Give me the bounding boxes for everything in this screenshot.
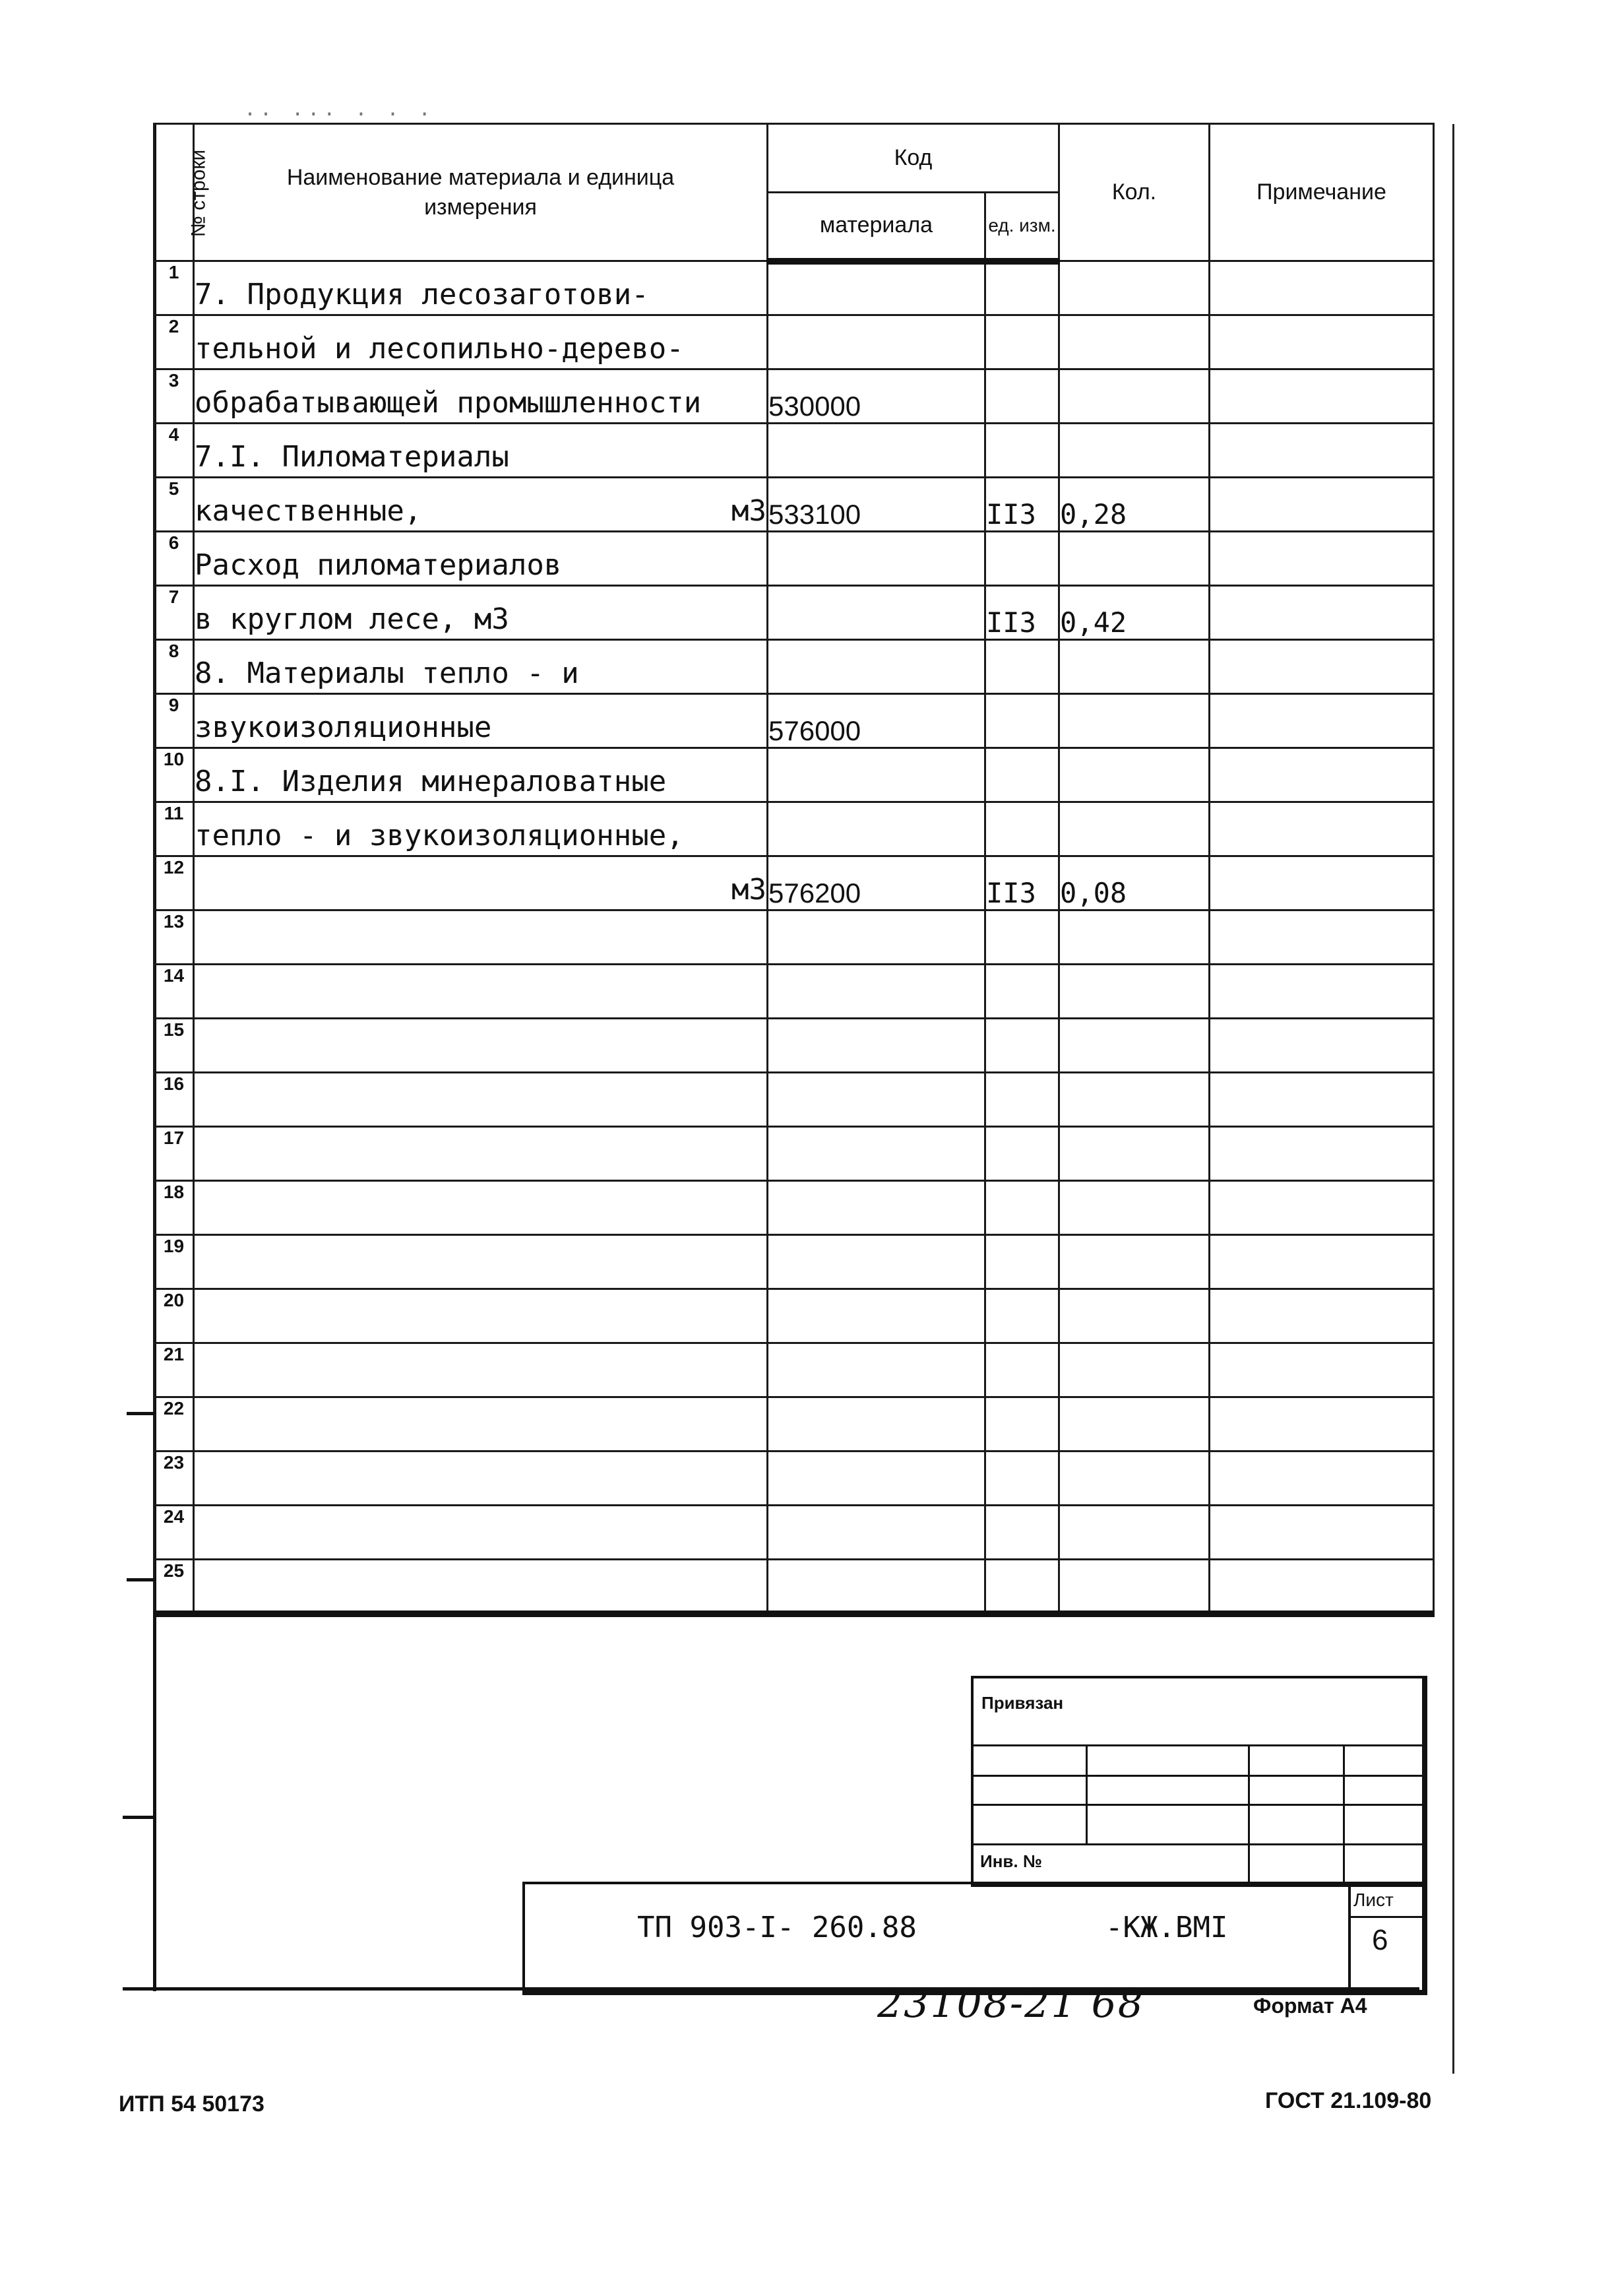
row-number: 14 xyxy=(154,965,194,1019)
note-cell xyxy=(1210,261,1434,315)
stamp-divider xyxy=(974,1804,1422,1806)
material-name-cell xyxy=(194,1560,768,1614)
material-name-cell xyxy=(194,369,768,424)
code-header: Код xyxy=(768,124,1059,193)
note-cell xyxy=(1210,478,1434,532)
unit-code xyxy=(985,532,1059,586)
row-number: 5 xyxy=(154,478,194,532)
material-name-cell xyxy=(194,586,768,640)
row-number: 23 xyxy=(154,1451,194,1506)
note-cell xyxy=(1210,802,1434,856)
row-number: 6 xyxy=(154,532,194,586)
material-code xyxy=(768,965,985,1019)
row-number: 17 xyxy=(154,1127,194,1181)
table-row xyxy=(154,586,1434,640)
note-header: Примечание xyxy=(1210,124,1434,261)
material-name: качественные, xyxy=(195,494,422,528)
unit-code xyxy=(985,424,1059,478)
unit-code xyxy=(985,315,1059,369)
quantity-value: 0,42 xyxy=(1059,586,1210,640)
table-row xyxy=(154,1073,1434,1127)
material-name-cell xyxy=(194,1181,768,1235)
material-name: 7. Продукция лесозаготови- xyxy=(195,278,649,311)
unit-code xyxy=(985,1506,1059,1560)
quantity-value xyxy=(1059,1181,1210,1235)
material-code xyxy=(768,532,985,586)
table-row xyxy=(154,1343,1434,1397)
row-number: 16 xyxy=(154,1073,194,1127)
unit-code xyxy=(985,965,1059,1019)
row-number: 4 xyxy=(154,424,194,478)
table-row xyxy=(154,532,1434,586)
quantity-value xyxy=(1059,1073,1210,1127)
frame-right-border xyxy=(1452,124,1454,2074)
note-cell xyxy=(1210,694,1434,748)
quantity-value xyxy=(1059,1560,1210,1614)
binding-stamp xyxy=(971,1676,1427,1887)
material-code xyxy=(768,1506,985,1560)
material-code xyxy=(768,261,985,315)
row-number: 2 xyxy=(154,315,194,369)
table-row xyxy=(154,1506,1434,1560)
material-code: 576000 xyxy=(768,694,985,748)
unit-code: II3 xyxy=(985,586,1059,640)
unit-code xyxy=(985,1181,1059,1235)
materials-table xyxy=(153,123,1435,1617)
binding-tick xyxy=(123,1816,156,1819)
document-code: ТП 903-I- 260.88 xyxy=(637,1911,917,1944)
unit-code xyxy=(985,1073,1059,1127)
quantity-value xyxy=(1059,1235,1210,1289)
note-cell xyxy=(1210,532,1434,586)
binding-tick xyxy=(127,1412,156,1415)
note-cell xyxy=(1210,965,1434,1019)
row-number: 25 xyxy=(154,1560,194,1614)
table-row xyxy=(154,1397,1434,1451)
material-code xyxy=(768,424,985,478)
quantity-value xyxy=(1059,1451,1210,1506)
row-number: 24 xyxy=(154,1506,194,1560)
note-cell xyxy=(1210,1073,1434,1127)
unit-code xyxy=(985,1289,1059,1343)
handwritten-number: 23108-21 68 xyxy=(877,1981,1144,2027)
unit-code xyxy=(985,748,1059,802)
quantity-value xyxy=(1059,369,1210,424)
material-name-cell xyxy=(194,1289,768,1343)
quantity-value xyxy=(1059,1289,1210,1343)
unit-code xyxy=(985,802,1059,856)
material-code xyxy=(768,1343,985,1397)
material-name-cell xyxy=(194,748,768,802)
material-code xyxy=(768,802,985,856)
stamp-divider xyxy=(974,1843,1422,1845)
table-row xyxy=(154,1181,1434,1235)
row-number: 12 xyxy=(154,856,194,910)
material-code: 530000 xyxy=(768,369,985,424)
note-cell xyxy=(1210,1181,1434,1235)
material-name-cell xyxy=(194,856,768,910)
table-row xyxy=(154,1235,1434,1289)
inventory-number-label: Инв. № xyxy=(980,1851,1042,1871)
quantity-value: 0,08 xyxy=(1059,856,1210,910)
material-name-cell xyxy=(194,640,768,694)
row-number: 13 xyxy=(154,910,194,965)
row-number: 15 xyxy=(154,1019,194,1073)
unit-code xyxy=(985,910,1059,965)
material-code xyxy=(768,910,985,965)
material-name: Расход пиломатериалов xyxy=(195,548,562,582)
material-name-cell xyxy=(194,424,768,478)
material-code xyxy=(768,1181,985,1235)
note-cell xyxy=(1210,1560,1434,1614)
sheet-divider xyxy=(1351,1916,1422,1918)
unit-code xyxy=(985,1343,1059,1397)
material-name: звукоизоляционные xyxy=(195,711,492,744)
material-name-cell xyxy=(194,802,768,856)
material-code: 533100 xyxy=(768,478,985,532)
material-code xyxy=(768,1289,985,1343)
table-row xyxy=(154,1127,1434,1181)
material-name-cell xyxy=(194,910,768,965)
row-number-header: № строки xyxy=(154,124,194,261)
table-row xyxy=(154,640,1434,694)
row-number: 22 xyxy=(154,1397,194,1451)
note-cell xyxy=(1210,1343,1434,1397)
note-cell xyxy=(1210,1235,1434,1289)
table-row xyxy=(154,856,1434,910)
table-row xyxy=(154,1019,1434,1073)
quantity-header: Кол. xyxy=(1059,124,1210,261)
quantity-value xyxy=(1059,910,1210,965)
material-code xyxy=(768,586,985,640)
note-cell xyxy=(1210,424,1434,478)
material-name: 8.I. Изделия минераловатные xyxy=(195,765,667,798)
quantity-value xyxy=(1059,965,1210,1019)
material-name-cell xyxy=(194,1073,768,1127)
note-cell xyxy=(1210,640,1434,694)
quantity-value: 0,28 xyxy=(1059,478,1210,532)
material-name: тельной и лесопильно-дерево- xyxy=(195,332,684,366)
table-row xyxy=(154,1451,1434,1506)
note-cell xyxy=(1210,586,1434,640)
table-row xyxy=(154,424,1434,478)
unit-code xyxy=(985,261,1059,315)
row-number: 19 xyxy=(154,1235,194,1289)
note-cell xyxy=(1210,1506,1434,1560)
material-name-cell xyxy=(194,1019,768,1073)
material-code: 576200 xyxy=(768,856,985,910)
row-number: 11 xyxy=(154,802,194,856)
table-row xyxy=(154,1560,1434,1614)
material-name: 7.I. Пиломатериалы xyxy=(195,440,509,474)
note-cell xyxy=(1210,748,1434,802)
material-name-cell xyxy=(194,1235,768,1289)
material-code xyxy=(768,748,985,802)
row-number: 21 xyxy=(154,1343,194,1397)
material-code xyxy=(768,1019,985,1073)
material-name-cell xyxy=(194,261,768,315)
quantity-value xyxy=(1059,748,1210,802)
stamp-divider xyxy=(974,1744,1422,1746)
unit-code xyxy=(985,1235,1059,1289)
material-code xyxy=(768,1451,985,1506)
quantity-value xyxy=(1059,1397,1210,1451)
table-row xyxy=(154,910,1434,965)
binding-tick xyxy=(127,1578,156,1581)
unit-code xyxy=(985,1560,1059,1614)
table-row xyxy=(154,965,1434,1019)
note-cell xyxy=(1210,1451,1434,1506)
note-cell xyxy=(1210,856,1434,910)
quantity-value xyxy=(1059,532,1210,586)
material-name-cell xyxy=(194,532,768,586)
material-name-cell xyxy=(194,1397,768,1451)
quantity-value xyxy=(1059,802,1210,856)
quantity-value xyxy=(1059,1343,1210,1397)
title-block xyxy=(522,1882,1427,1995)
material-name: тепло - и звукоизоляционные, xyxy=(195,819,684,852)
material-code xyxy=(768,640,985,694)
quantity-value xyxy=(1059,1127,1210,1181)
row-number: 9 xyxy=(154,694,194,748)
unit-code xyxy=(985,369,1059,424)
format-label: Формат А4 xyxy=(1253,1994,1367,2018)
table-row xyxy=(154,315,1434,369)
table-row xyxy=(154,1289,1434,1343)
material-code xyxy=(768,1560,985,1614)
material-unit-suffix: м3 xyxy=(731,873,766,907)
footer-standard: ГОСТ 21.109-80 xyxy=(1265,2088,1432,2113)
row-number: 10 xyxy=(154,748,194,802)
stamp-divider xyxy=(1086,1744,1088,1843)
table-row xyxy=(154,748,1434,802)
material-name-cell xyxy=(194,1451,768,1506)
footer-left-code: ИТП 54 50173 xyxy=(119,2091,264,2117)
unit-code xyxy=(985,1019,1059,1073)
stamp-divider xyxy=(1248,1744,1250,1882)
quantity-value xyxy=(1059,640,1210,694)
quantity-value xyxy=(1059,261,1210,315)
table-row xyxy=(154,802,1434,856)
frame-bottom-border xyxy=(123,1987,1419,1991)
row-number: 20 xyxy=(154,1289,194,1343)
note-cell xyxy=(1210,369,1434,424)
material-code xyxy=(768,1073,985,1127)
note-cell xyxy=(1210,1019,1434,1073)
material-name-header: Наименование материала и единица измерения xyxy=(194,124,768,261)
note-cell xyxy=(1210,1289,1434,1343)
quantity-value xyxy=(1059,424,1210,478)
table-row xyxy=(154,694,1434,748)
material-unit-suffix: м3 xyxy=(731,494,766,528)
scan-noise: .. ... . . . xyxy=(244,98,435,121)
note-cell xyxy=(1210,910,1434,965)
note-cell xyxy=(1210,315,1434,369)
unit-code xyxy=(985,1451,1059,1506)
note-cell xyxy=(1210,1397,1434,1451)
material-name-cell xyxy=(194,1506,768,1560)
row-number: 18 xyxy=(154,1181,194,1235)
row-number: 7 xyxy=(154,586,194,640)
material-name-cell xyxy=(194,315,768,369)
table-row xyxy=(154,261,1434,315)
material-name-cell xyxy=(194,1127,768,1181)
sheet-cell xyxy=(1348,1884,1422,1990)
material-code xyxy=(768,315,985,369)
table-row xyxy=(154,369,1434,424)
unit-code: II3 xyxy=(985,856,1059,910)
sheet-label: Лист xyxy=(1353,1890,1394,1910)
unit-code-header: ед. изм. xyxy=(985,193,1059,261)
unit-code xyxy=(985,1127,1059,1181)
material-name-cell xyxy=(194,965,768,1019)
quantity-value xyxy=(1059,1019,1210,1073)
quantity-value xyxy=(1059,315,1210,369)
sheet-number: 6 xyxy=(1372,1924,1388,1956)
unit-code: II3 xyxy=(985,478,1059,532)
material-name: обрабатывающей промышленности xyxy=(195,386,702,420)
row-number: 3 xyxy=(154,369,194,424)
stamp-divider xyxy=(1343,1744,1345,1882)
stamp-divider xyxy=(974,1775,1422,1777)
material-name-cell xyxy=(194,694,768,748)
material-name: в круглом лесе, м3 xyxy=(195,602,509,636)
quantity-value xyxy=(1059,1506,1210,1560)
material-code-header: материала xyxy=(768,193,985,261)
material-name: 8. Материалы тепло - и xyxy=(195,656,579,690)
material-name-cell xyxy=(194,1343,768,1397)
unit-code xyxy=(985,694,1059,748)
bound-label: Привязан xyxy=(981,1693,1064,1713)
note-cell xyxy=(1210,1127,1434,1181)
material-name-cell xyxy=(194,478,768,532)
quantity-value xyxy=(1059,694,1210,748)
document-suffix: -КЖ.ВМI xyxy=(1105,1911,1228,1944)
material-code xyxy=(768,1127,985,1181)
material-code xyxy=(768,1397,985,1451)
table-row xyxy=(154,478,1434,532)
row-number: 1 xyxy=(154,261,194,315)
unit-code xyxy=(985,640,1059,694)
material-code xyxy=(768,1235,985,1289)
unit-code xyxy=(985,1397,1059,1451)
row-number: 8 xyxy=(154,640,194,694)
